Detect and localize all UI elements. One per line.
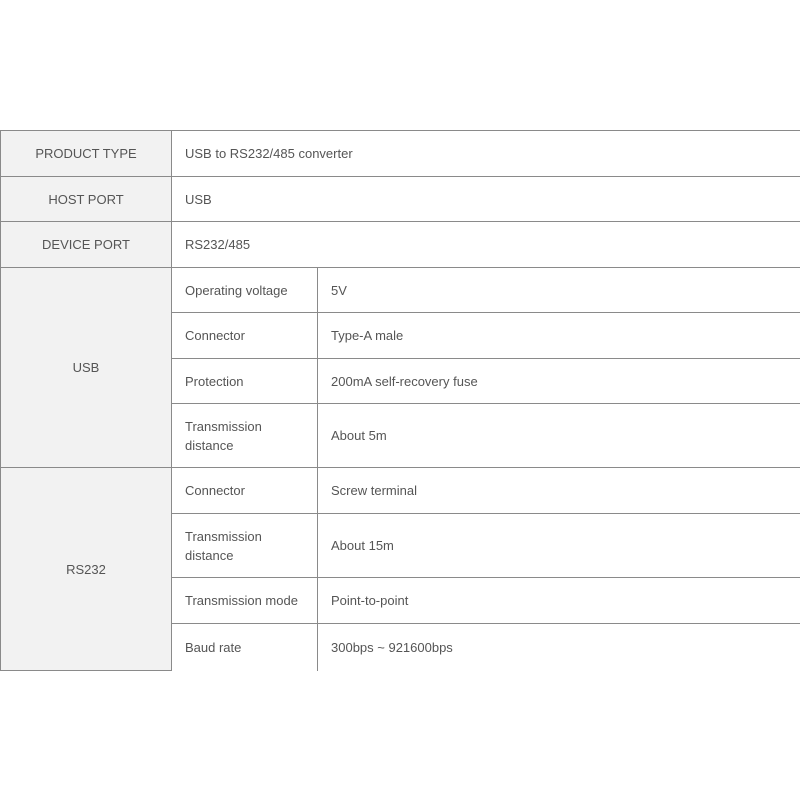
host-port-value: USB [172,177,800,222]
spec-value: About 15m [318,514,800,578]
table-row [1,222,800,268]
spec-value: 5V [318,268,800,313]
spec-label: Connector [172,313,318,359]
row-header-product-type: PRODUCT TYPE [1,131,172,177]
spec-label: Operating voltage [172,268,318,313]
spec-label: Transmission distance [172,404,318,468]
group-header-usb: USB [1,268,172,468]
spec-value: Point-to-point [318,578,800,624]
spec-table [0,130,800,671]
table-row [1,268,800,313]
table-row [1,468,800,514]
table-row [1,131,800,177]
spec-value: 200mA self-recovery fuse [318,359,800,404]
spec-label: Connector [172,468,318,514]
spec-label: Protection [172,359,318,404]
device-port-value: RS232/485 [172,222,800,268]
spec-value: Screw terminal [318,468,800,514]
spec-label: Baud rate [172,624,318,671]
spec-label: Transmission mode [172,578,318,624]
row-header-host-port: HOST PORT [1,177,172,222]
product-type-value: USB to RS232/485 converter [172,131,800,177]
spec-value: 300bps ~ 921600bps [318,624,800,671]
spec-value: About 5m [318,404,800,468]
row-header-device-port: DEVICE PORT [1,222,172,268]
table-row [1,177,800,222]
group-header-rs232: RS232 [1,468,172,671]
spec-label: Transmission distance [172,514,318,578]
spec-value: Type-A male [318,313,800,359]
